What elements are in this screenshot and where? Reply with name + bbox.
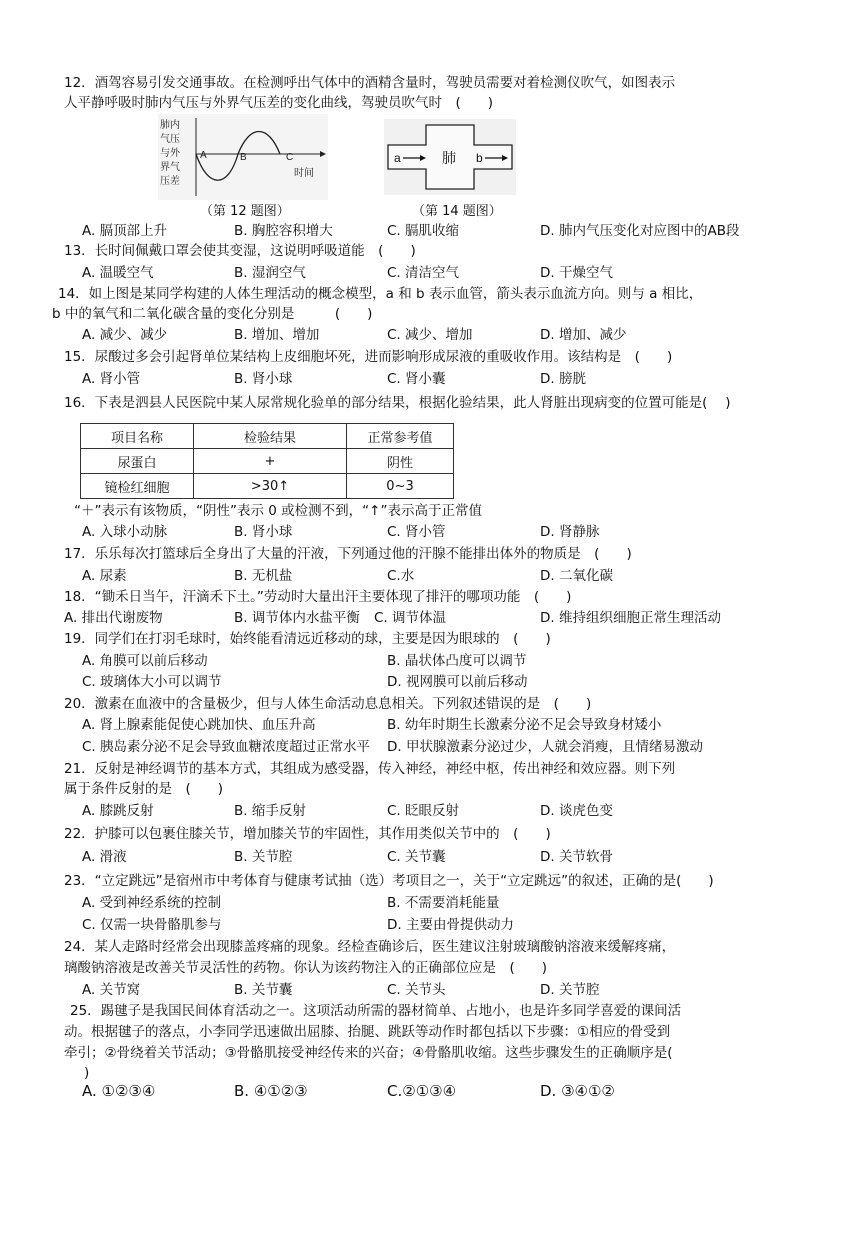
- q22-option-d[interactable]: D. 关节软骨: [540, 849, 613, 865]
- q21-line2: 属于条件反射的是 ( ): [64, 781, 224, 797]
- q16-line1: 16．下表是泗县人民医院中某人尿常规化验单的部分结果，根据化验结果，此人肾脏出现病变的位置可能是( ): [64, 395, 731, 411]
- q17-option-c[interactable]: C.水: [387, 568, 415, 584]
- q20-option-a[interactable]: A. 肾上腺素能促使心跳加快、血压升高: [82, 717, 316, 733]
- q13-option-d[interactable]: D. 干燥空气: [540, 265, 613, 281]
- table-cell: 尿蛋白: [81, 449, 194, 474]
- table-header-cell: 项目名称: [81, 424, 194, 449]
- fig14-caption: （第 14 题图）: [412, 204, 502, 219]
- q23-option-b[interactable]: B. 不需要消耗能量: [387, 895, 500, 911]
- q21-option-b[interactable]: B. 缩手反射: [234, 803, 306, 819]
- q18-option-b[interactable]: B. 调节体内水盐平衡: [234, 610, 360, 626]
- q25-line3: 牵引；②骨绕着关节活动；③骨骼肌接受神经传来的兴奋；④骨骼肌收缩。这些步骤发生的正确顺序是(: [64, 1045, 673, 1061]
- q19-option-b[interactable]: B. 晶状体凸度可以调节: [387, 653, 527, 669]
- q17-line1: 17．乐乐每次打篮球后全身出了大量的汗液，下列通过他的汗腺不能排出体外的物质是 ( ): [64, 546, 632, 562]
- q15-option-b[interactable]: B. 肾小球: [234, 371, 293, 387]
- q19-option-a[interactable]: A. 角膜可以前后移动: [82, 653, 208, 669]
- q25-line4: ): [84, 1065, 90, 1081]
- q16-option-d[interactable]: D. 肾静脉: [540, 524, 600, 540]
- table-cell: +: [194, 449, 347, 474]
- table-cell: 镜检红细胞: [81, 474, 194, 499]
- q12-option-a[interactable]: A. 膈顶部上升: [82, 223, 168, 239]
- fig12-ylabel-5: 压差: [160, 176, 180, 187]
- q22-option-c[interactable]: C. 关节囊: [387, 849, 446, 865]
- q25-option-c[interactable]: C.②①③④: [387, 1082, 457, 1100]
- q18-option-d[interactable]: D. 维持组织细胞正常生理活动: [540, 610, 721, 626]
- q24-line2: 璃酸钠溶液是改善关节灵活性的药物。你认为该药物注入的正确部位应是 ( ): [64, 960, 548, 976]
- q22-option-a[interactable]: A. 滑液: [82, 849, 127, 865]
- table-row: [81, 449, 454, 474]
- q13-option-c[interactable]: C. 清洁空气: [387, 265, 460, 281]
- q16-option-c[interactable]: C. 肾小管: [387, 524, 446, 540]
- q13-option-b[interactable]: B. 湿润空气: [234, 265, 306, 281]
- q21-option-a[interactable]: A. 膝跳反射: [82, 803, 154, 819]
- table-header-cell: 检验结果: [194, 424, 347, 449]
- q15-option-d[interactable]: D. 膀胱: [540, 371, 586, 387]
- q14-option-b[interactable]: B. 增加、增加: [234, 327, 320, 343]
- fig12-ylabel-3: 与外: [160, 148, 180, 159]
- q18-option-c[interactable]: C. 调节体温: [374, 610, 447, 626]
- q24-option-c[interactable]: C. 关节头: [387, 982, 446, 998]
- fig14-label-a: a: [394, 151, 401, 165]
- q15-option-a[interactable]: A. 肾小管: [82, 371, 141, 387]
- q20-line1: 20．激素在血液中的含量极少，但与人体生命活动息息相关。下列叙述错误的是 ( ): [64, 696, 592, 712]
- q21-line1: 21．反射是神经调节的基本方式，其组成为感受器，传入神经，神经中枢，传出神经和效应器。则下列: [64, 761, 676, 777]
- fig12-ylabel-1: 肺内: [160, 120, 180, 131]
- table-header-row: [81, 424, 454, 449]
- q13-option-a[interactable]: A. 温暖空气: [82, 265, 154, 281]
- q23-option-a[interactable]: A. 受到神经系统的控制: [82, 895, 222, 911]
- fig12-xlabel: 时间: [294, 168, 314, 179]
- q15-option-c[interactable]: C. 肾小囊: [387, 371, 446, 387]
- q25-option-d[interactable]: D. ③④①②: [540, 1082, 615, 1100]
- q17-option-b[interactable]: B. 无机盐: [234, 568, 293, 584]
- q19-line1: 19．同学们在打羽毛球时，始终能看清远近移动的球，主要是因为眼球的 ( ): [64, 631, 551, 647]
- q12-option-d[interactable]: D. 肺内气压变化对应图中的AB段: [540, 223, 740, 239]
- q24-option-b[interactable]: B. 关节囊: [234, 982, 293, 998]
- q14-line2: b 中的氧气和二氧化碳含量的变化分别是 ( ): [52, 306, 373, 322]
- q23-option-d[interactable]: D. 主要由骨提供动力: [387, 917, 514, 933]
- q20-option-d[interactable]: D. 甲状腺激素分泌过少，人就会消瘦，且情绪易激动: [387, 739, 703, 755]
- q16-note: “＋”表示有该物质，“阴性”表示 0 或检测不到，“↑”表示高于正常值: [74, 503, 482, 519]
- q20-option-b[interactable]: B. 幼年时期生长激素分泌不足会导致身材矮小: [387, 717, 662, 733]
- q23-line1: 23．“立定跳远”是宿州市中考体育与健康考试抽（选）考项目之一，关于“立定跳远”的叙述，正确的是( ): [64, 873, 714, 889]
- figure-12-pressure-curve: [158, 114, 328, 200]
- q16-option-a[interactable]: A. 入球小动脉: [82, 524, 168, 540]
- q19-option-c[interactable]: C. 玻璃体大小可以调节: [82, 674, 222, 690]
- q19-option-d[interactable]: D. 视网膜可以前后移动: [387, 674, 528, 690]
- fig12-ylabel-2: 气压: [160, 134, 180, 145]
- q25-option-a[interactable]: A. ①②③④: [82, 1082, 156, 1100]
- q14-option-c[interactable]: C. 减少、增加: [387, 327, 473, 343]
- table-header-cell: 正常参考值: [347, 424, 454, 449]
- table-cell: 阴性: [347, 449, 454, 474]
- q23-option-c[interactable]: C. 仅需一块骨骼肌参与: [82, 917, 222, 933]
- q15-line1: 15．尿酸过多会引起肾单位某结构上皮细胞坏死，进而影响形成尿液的重吸收作用。该结构是 ( ): [64, 349, 673, 365]
- q12-line1: 12．酒驾容易引发交通事故。在检测呼出气体中的酒精含量时，驾驶员需要对着检测仪吹气，如图表示: [64, 75, 676, 91]
- q24-option-d[interactable]: D. 关节腔: [540, 982, 600, 998]
- q12-option-b[interactable]: B. 胸腔容积增大: [234, 223, 333, 239]
- table-row: [81, 474, 454, 499]
- q22-line1: 22．护膝可以包裹住膝关节，增加膝关节的牢固性，其作用类似关节中的 ( ): [64, 826, 551, 842]
- q17-option-a[interactable]: A. 尿素: [82, 568, 127, 584]
- fig12-point-b: B: [240, 152, 247, 163]
- q25-option-b[interactable]: B. ④①②③: [234, 1082, 308, 1100]
- q18-line1: 18．“锄禾日当午，汗滴禾下土。”劳动时大量出汗主要体现了排汗的哪项功能 ( ): [64, 589, 572, 605]
- q25-line2: 动。根据毽子的落点，小李同学迅速做出屈膝、抬腿、跳跃等动作时都包括以下步骤：①相应的骨受到: [64, 1024, 671, 1040]
- fig12-point-a: A: [200, 150, 207, 161]
- q14-line1: 14．如上图是某同学构建的人体生理活动的概念模型，a 和 b 表示血管，箭头表示血流方向。则与 a 相比，: [58, 286, 703, 302]
- q21-option-c[interactable]: C. 眨眼反射: [387, 803, 460, 819]
- fig14-organ: 肺: [442, 150, 456, 166]
- q20-option-c[interactable]: C. 胰岛素分泌不足会导致血糖浓度超过正常水平: [82, 739, 371, 755]
- q16-lab-table: [80, 423, 454, 499]
- q18-option-a[interactable]: A. 排出代谢废物: [64, 610, 163, 626]
- q14-option-a[interactable]: A. 减少、减少: [82, 327, 168, 343]
- q16-option-b[interactable]: B. 肾小球: [234, 524, 293, 540]
- fig12-ylabel-4: 界气: [160, 162, 180, 173]
- figure-14-lung-model: [384, 119, 516, 195]
- q17-option-d[interactable]: D. 二氧化碳: [540, 568, 613, 584]
- fig14-label-b: b: [476, 151, 483, 165]
- table-cell: 0~3: [347, 474, 454, 499]
- q12-option-c[interactable]: C. 膈肌收缩: [387, 223, 460, 239]
- table-cell: >30↑: [194, 474, 347, 499]
- fig12-caption: （第 12 题图）: [200, 204, 290, 219]
- q24-option-a[interactable]: A. 关节窝: [82, 982, 141, 998]
- q12-line2: 人平静呼吸时肺内气压与外界气压差的变化曲线，驾驶员吹气时 ( ): [64, 95, 494, 111]
- q14-option-d[interactable]: D. 增加、减少: [540, 327, 627, 343]
- q21-option-d[interactable]: D. 谈虎色变: [540, 803, 613, 819]
- q24-line1: 24．某人走路时经常会出现膝盖疼痛的现象。经检查确诊后，医生建议注射玻璃酸钠溶液来缓解疼痛，: [64, 939, 676, 955]
- fig12-point-c: C: [286, 152, 294, 163]
- q22-option-b[interactable]: B. 关节腔: [234, 849, 293, 865]
- q13-line1: 13．长时间佩戴口罩会使其变湿，这说明呼吸道能 ( ): [64, 243, 416, 259]
- q25-line1: 25．踢毽子是我国民间体育活动之一。这项活动所需的器材简单、占地小，也是许多同学喜爱的课间活: [70, 1003, 682, 1019]
